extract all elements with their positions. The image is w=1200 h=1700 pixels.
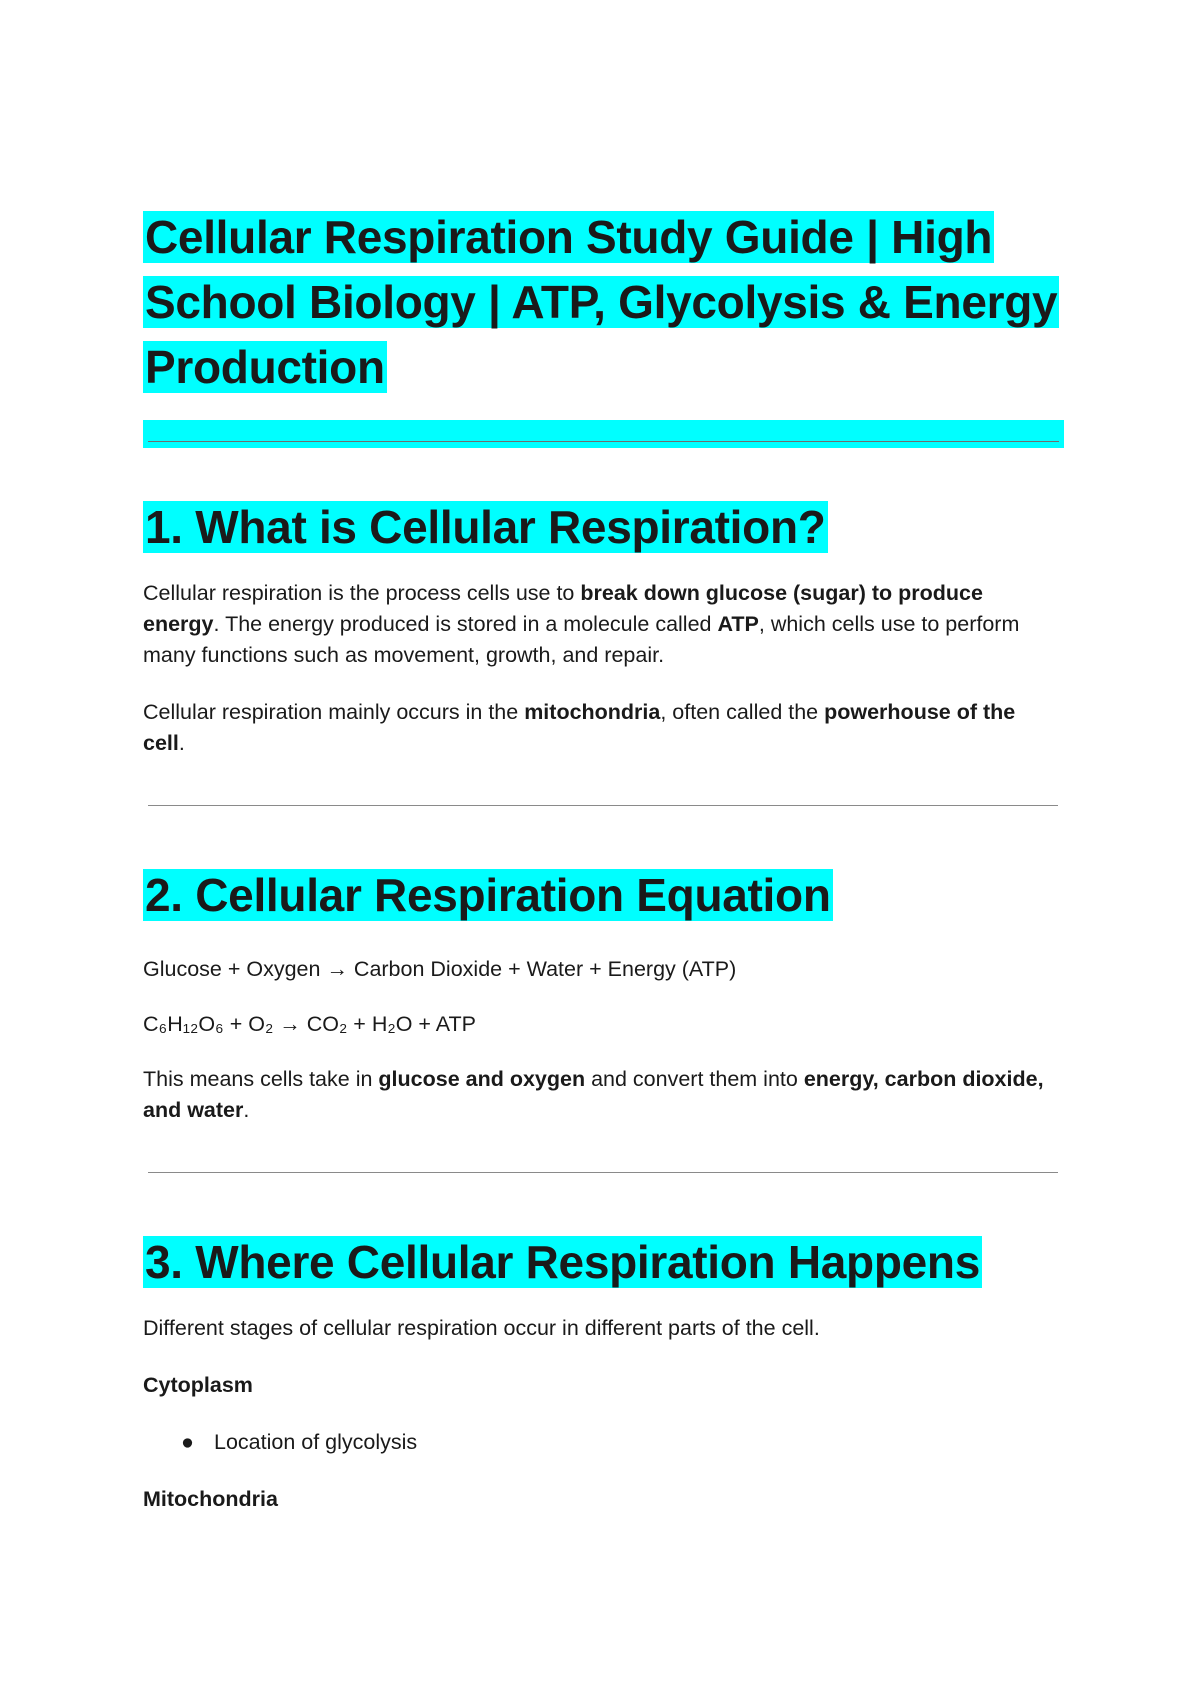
bold-text: cell: [143, 731, 179, 755]
cytoplasm-bullet-text: Location of glycolysis: [214, 1430, 418, 1454]
chemical-equation: C₆H₁₂O₆ + O₂ → CO₂ + H₂O + ATP: [143, 1012, 476, 1036]
text: , often called the: [660, 700, 825, 724]
section-1-heading-text: 1. What is Cellular Respiration?: [145, 501, 826, 553]
section-3-intro: Different stages of cellular respiration occur in different parts of the cell.: [143, 1316, 820, 1340]
text: . The energy produced is stored in a molecule called: [213, 612, 718, 636]
title-line-1: Cellular Respiration Study Guide | High: [145, 211, 993, 263]
document-title: [143, 205, 1063, 400]
section-3-heading-text: 3. Where Cellular Respiration Happens: [145, 1236, 981, 1288]
text: and convert them into: [585, 1067, 804, 1091]
bold-text: mitochondria: [524, 700, 661, 724]
section-2-heading-text: 2. Cellular Respiration Equation: [145, 869, 831, 921]
text: .: [178, 731, 185, 755]
title-line-3: Production: [145, 341, 385, 393]
bold-text: powerhouse of the: [824, 700, 1016, 724]
text: many functions such as movement, growth, and repair.: [143, 643, 665, 667]
section-1-heading: [143, 498, 1063, 556]
list-item: [143, 1427, 1063, 1458]
section-1-paragraph-1: [143, 578, 1063, 671]
bold-text: energy: [143, 612, 214, 636]
title-line-2: School Biology | ATP, Glycolysis & Energy: [145, 276, 1058, 328]
title-highlighted-rule: [143, 420, 1064, 448]
mitochondria-subheading: Mitochondria: [143, 1487, 278, 1511]
bold-text: ATP: [717, 612, 759, 636]
text: This means cells take in: [143, 1067, 379, 1091]
text: Cellular respiration is the process cells use to: [143, 581, 581, 605]
bold-text: and water: [143, 1098, 244, 1122]
word-equation: Glucose + Oxygen → Carbon Dioxide + Water + Energy (ATP): [143, 957, 737, 981]
section-1-paragraph-2: [143, 697, 1063, 759]
bold-text: glucose and oxygen: [378, 1067, 586, 1091]
text: Cellular respiration mainly occurs in the: [143, 700, 525, 724]
bullet-icon: ●: [181, 1430, 194, 1454]
text: , which cells use to perform: [758, 612, 1020, 636]
cytoplasm-subheading: Cytoplasm: [143, 1373, 253, 1397]
bold-text: energy, carbon dioxide,: [803, 1067, 1044, 1091]
section-2-heading: [143, 866, 1063, 924]
text: .: [243, 1098, 250, 1122]
section-2-paragraph: [143, 1064, 1063, 1126]
bold-text: break down glucose (sugar) to produce: [580, 581, 983, 605]
section-3-heading: [143, 1233, 1063, 1291]
document-page: [143, 205, 1063, 1515]
